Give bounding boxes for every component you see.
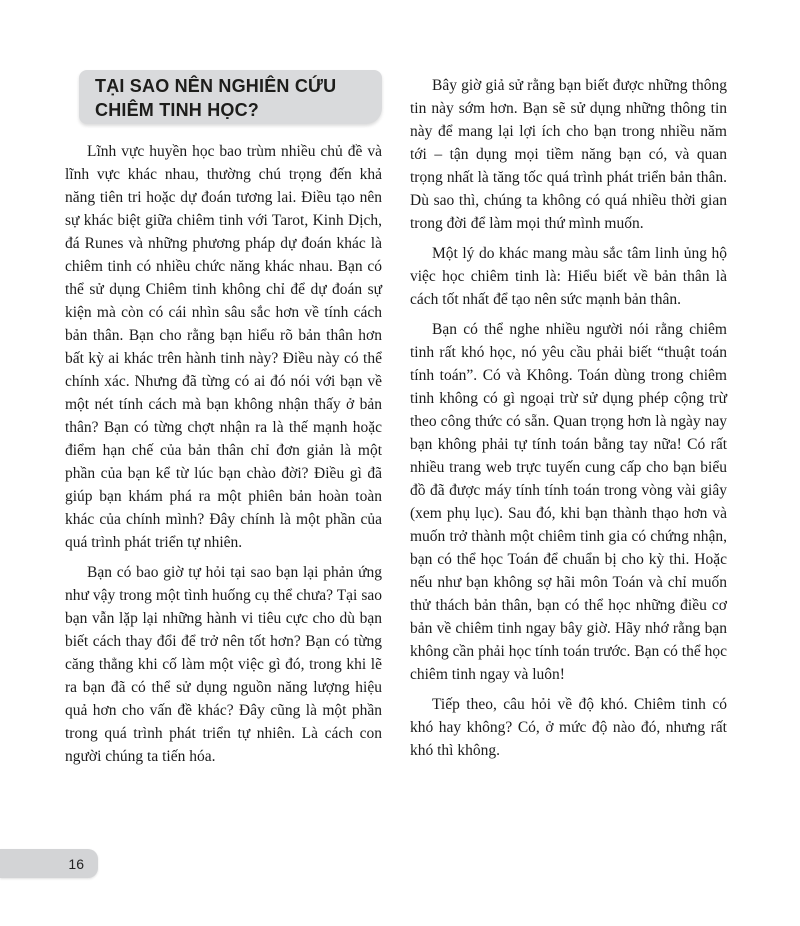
page-number-bar [0,849,98,878]
paragraph: Lĩnh vực huyền học bao trùm nhiều chủ đề và lĩnh vực khác nhau, thường chú trọng đến khả năng tiên tri hoặc dự đoán tương lai. Điều tạo nên sự khác biệt giữa chiêm tinh với Tarot, Kinh Dịch, đá Runes và những phương pháp dự đoán khác là chiêm tinh có nhiều chức năng khác nhau. Bạn có thể sử dụng Chiêm tinh không chỉ để dự đoán sự kiện mà còn có cái nhìn sâu sắc hơn về tính cách bản thân. Bạn cho rằng bạn hiểu rõ bản thân hơn bất kỳ ai khác trên hành tinh này? Điều này có thể chính xác. Nhưng đã từng có ai đó nói với bạn về một nét tính cách mà bạn không nhận thấy ở bản thân? Bạn có từng chợt nhận ra là thế mạnh hoặc điểm hạn chế của bản thân chỉ đơn giản là một phần của bạn kể từ lúc bạn chào đời? Điều gì đã giúp bạn khám phá ra một phiên bản hoàn toàn khác của chính mình? Đây chính là một phần của quá trình phát triển tự nhiên. [65,143,382,551]
text-column-right [410,70,727,768]
paragraph: Bây giờ giả sử rằng bạn biết được những thông tin này sớm hơn. Bạn sẽ sử dụng những thông tin này để mang lại lợi ích cho bạn trong nhiều năm tới – tận dụng mọi tiềm năng bạn có, và quan trọng nhất là tăng tốc quá trình phát triển bản thân. Dù sao thì, chúng ta không có quá nhiều thời gian trong đời để làm mọi thứ mình muốn. [410,77,727,232]
text-column-left [65,70,382,768]
paragraph: Tiếp theo, câu hỏi về độ khó. Chiêm tinh có khó hay không? Có, ở mức độ nào đó, nhưng rất khó thì không. [410,696,727,759]
section-heading-box [79,70,382,124]
section-heading-line-1: TẠI SAO NÊN NGHIÊN CỨU [95,76,337,96]
section-heading-line-2: CHIÊM TINH HỌC? [95,100,259,120]
paragraph: Bạn có thể nghe nhiều người nói rằng chiêm tinh rất khó học, nó yêu cầu phải biết “thuật toán tính toán”. Có và Không. Toán dùng trong chiêm tinh không có gì ngoại trừ sử dụng phép cộng trừ theo công thức có sẵn. Quan trọng hơn là ngày nay bạn không phải tự tính toán bằng tay nữa! Có rất nhiều trang web trực tuyến cung cấp cho bạn biểu đồ đã được máy tính tính toán trong vòng vài giây (xem phụ lục). Sau đó, khi bạn thành thạo hơn và muốn trở thành một chiêm tinh gia có chứng nhận, bạn có thể học Toán để chuẩn bị cho kỳ thi. Hoặc nếu như bạn không sợ hãi môn Toán và chỉ muốn thử thách bản thân, bạn có thể học những điều cơ bản về chiêm tinh ngay bây giờ. Hãy nhớ rằng bạn không cần phải học tính toán trước. Bạn có thể học chiêm tinh ngay và luôn! [410,321,727,683]
paragraph: Một lý do khác mang màu sắc tâm linh ủng hộ việc học chiêm tinh là: Hiểu biết về bản thân là cách tốt nhất để tạo nên sức mạnh bản thân. [410,245,727,308]
two-column-text-area [65,70,727,768]
paragraph: Bạn có bao giờ tự hỏi tại sao bạn lại phản ứng như vậy trong một tình huống cụ thể chưa? Tại sao bạn vẫn lặp lại những hành vi tiêu cực cho dù bạn biết cách thay đổi để trở nên tốt hơn? Bạn có từng căng thẳng khi cố làm một việc gì đó, trong khi lẽ ra bạn đã có thể sử dụng nguồn năng lượng hiệu quả hơn cho vấn đề khác? Đây cũng là một phần trong quá trình phát triển tự nhiên. Là cách con người chúng ta tiến hóa. [65,564,382,765]
page-number: 16 [68,855,84,872]
